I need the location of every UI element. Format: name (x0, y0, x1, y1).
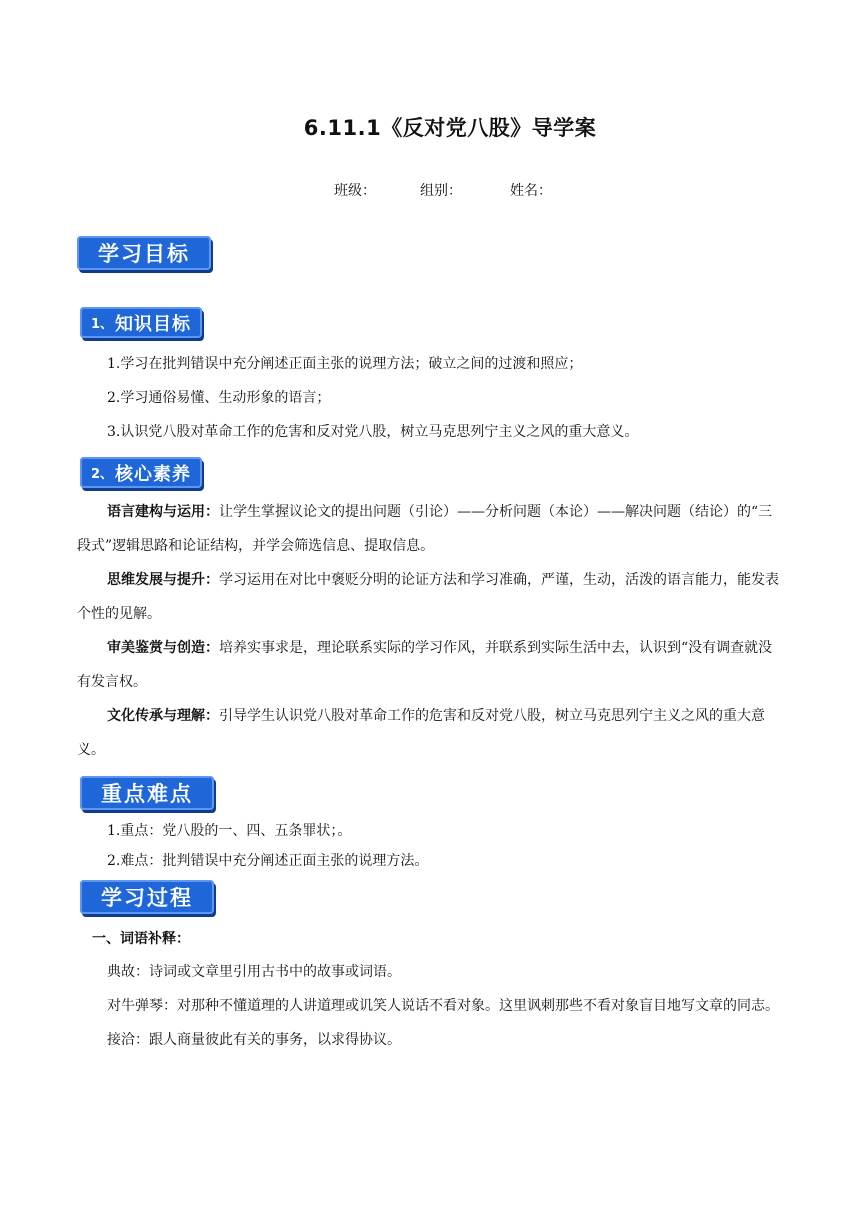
section-badge-goals: 学习目标 (77, 236, 211, 270)
group-label: 组别： (420, 183, 462, 199)
core-item-text: 培养实事求是，理论联系实际的学习作风，并联系到实际生活中去，认识到“没有调查就没有发言权。 (77, 640, 773, 690)
process-list (77, 955, 785, 1057)
core-item (77, 563, 785, 631)
core-item-label: 文化传承与理解： (107, 708, 219, 724)
core-list (77, 495, 785, 767)
core-item-label: 思维发展与提升： (107, 572, 219, 588)
page-title: 6.11.1《反对党八股》导学案 (303, 116, 597, 140)
core-item-label: 审美鉴赏与创造： (107, 640, 219, 656)
list-item: 1.学习在批判错误中充分阐述正面主张的说理方法；破立之间的过渡和照应； (107, 356, 583, 372)
section-badge-knowledge (80, 307, 202, 338)
core-item-label: 语言建构与运用： (107, 504, 219, 520)
key-list (77, 816, 785, 876)
section-badge-key: 重点难点 (80, 776, 214, 810)
list-item: 1.重点：党八股的一、四、五条罪状；。 (107, 823, 352, 839)
process-heading: 一、词语补释： (92, 931, 190, 947)
list-item: 2.难点：批判错误中充分阐述正面主张的说理方法。 (107, 853, 429, 869)
list-item: 对牛弹琴：对那种不懂道理的人讲道理或讥笑人说话不看对象。这里讽刺那些不看对象盲目地写文章的同志。 (107, 998, 779, 1014)
badge-number: 2、 (90, 467, 114, 482)
core-item-text: 让学生掌握议论文的提出问题（引论）——分析问题（本论）——解决问题（结论）的“三段式”逻辑思路和论证结构，并学会筛选信息、提取信息。 (77, 504, 773, 554)
badge-number: 1、 (90, 317, 114, 332)
badge-label: 知识目标 (115, 313, 192, 335)
class-label: 班级： (334, 183, 376, 199)
section-badge-process: 学习过程 (80, 880, 214, 914)
name-label: 姓名： (510, 183, 552, 199)
list-item: 接洽：跟人商量彼此有关的事务，以求得协议。 (107, 1032, 401, 1048)
badge-label: 核心素养 (115, 463, 192, 485)
core-item-text: 引导学生认识党八股对革命工作的危害和反对党八股，树立马克思列宁主义之风的重大意义。 (77, 708, 765, 758)
section-badge-core (80, 457, 202, 488)
list-item: 3.认识党八股对革命工作的危害和反对党八股，树立马克思列宁主义之风的重大意义。 (107, 424, 639, 440)
list-item: 2.学习通俗易懂、生动形象的语言； (107, 390, 331, 406)
knowledge-list (77, 347, 785, 449)
core-item-text: 学习运用在对比中褒贬分明的论证方法和学习准确，严谨，生动，活泼的语言能力，能发表个性的见解。 (77, 572, 779, 622)
core-item (77, 699, 785, 767)
core-item (77, 495, 785, 563)
list-item: 典故：诗词或文章里引用古书中的故事或词语。 (107, 964, 401, 980)
core-item (77, 631, 785, 699)
